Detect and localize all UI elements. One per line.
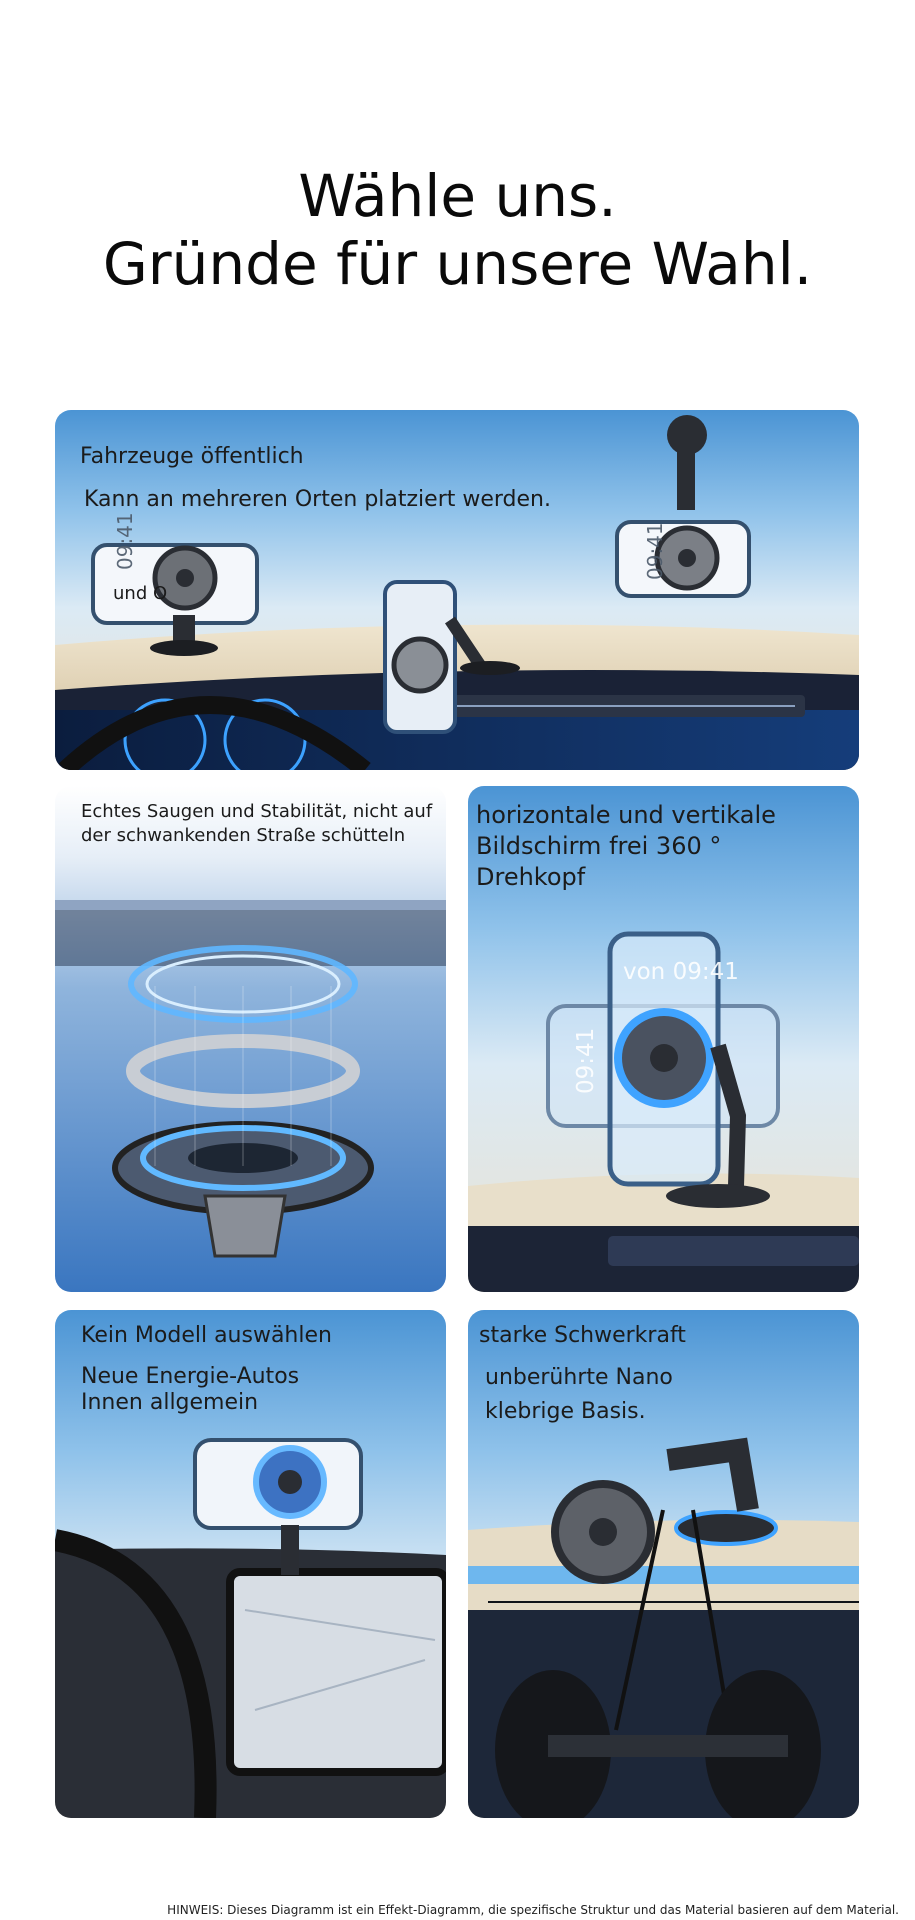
- phone-clock-right: 09:41: [643, 522, 667, 580]
- card-text-line2: der schwankenden Straße schütteln: [81, 825, 406, 846]
- phone-overlay-text: und O: [113, 583, 168, 604]
- card-title: starke Schwerkraft: [479, 1323, 686, 1348]
- card-title: Kein Modell auswählen: [81, 1323, 332, 1348]
- headline-line2: Gründe für unsere Wahl.: [102, 230, 813, 298]
- card-multi-location: [55, 410, 859, 770]
- card-text-line2: Innen allgemein: [81, 1390, 259, 1415]
- card-text-line1: unberührte Nano: [485, 1365, 673, 1390]
- disclaimer-note: HINWEIS: Dieses Diagramm ist ein Effekt-Diagramm, die spezifische Struktur und das Material basieren auf dem Material.: [167, 1903, 899, 1917]
- magnet-exploded-image: [55, 786, 446, 1292]
- card-text-line1: horizontale und vertikale: [476, 801, 776, 829]
- card-title: Fahrzeuge öffentlich: [80, 444, 304, 469]
- phone-clock-left: 09:41: [113, 512, 137, 570]
- card-text-line3: Drehkopf: [476, 863, 586, 891]
- card-text-line1: Neue Energie-Autos: [81, 1364, 300, 1389]
- card-text-line2: klebrige Basis.: [485, 1399, 646, 1424]
- card-universal: [55, 1310, 446, 1818]
- card-text-line1: Echtes Saugen und Stabilität, nicht auf: [81, 801, 433, 822]
- card-suction: [55, 786, 446, 1292]
- card-gravity: [468, 1310, 859, 1818]
- card-text-line2: Bildschirm frei 360 °: [476, 832, 722, 860]
- card-rotation: [468, 786, 859, 1292]
- card-subtitle: Kann an mehreren Orten platziert werden.: [84, 487, 551, 512]
- phone-overlay-text: von 09:41: [623, 959, 739, 985]
- headline-line1: Wähle uns.: [298, 162, 617, 230]
- phone-clock: 09:41: [573, 1027, 599, 1094]
